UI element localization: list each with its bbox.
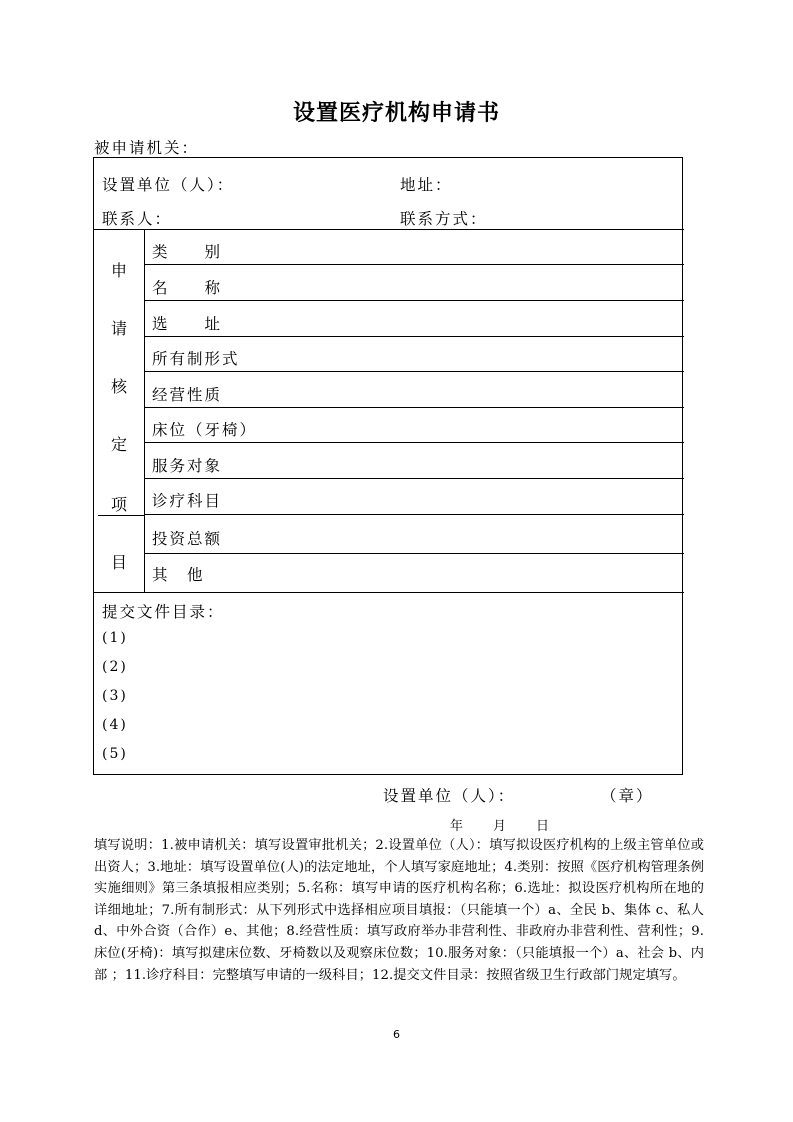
contact-method-label: 联系方式： xyxy=(400,210,488,228)
section-label-char: 目 xyxy=(110,553,127,572)
item-label-investment: 投资总额 xyxy=(152,530,223,548)
row-divider xyxy=(144,371,684,372)
seal-label: （章） xyxy=(601,787,654,805)
date-year: 年 xyxy=(450,819,464,834)
documents-label: 提交文件目录： xyxy=(102,603,225,621)
address-label: 地址： xyxy=(400,176,453,194)
item-label-departments: 诊疗科目 xyxy=(152,492,223,510)
filling-instructions: 填写说明：1.被申请机关：填写设置审批机关；2.设置单位（人）：填写拟设医疗机构的上级主管单位或出资人；3.地址：填写设置单位(人)的法定地址，个人填写家庭地址；4.类别：按照《医疗机构管理条例实施细则》第三条填报相应类别；5.名称：填写申请的医疗机构名称；6.选址：拟设医疗机构所在地的详细地址；7.所有制形式：从下列形式中选择相应项目填报：（只能填一个）a、全民 b、集体 c、私人 d、中外合资（合作）e、其他；8.经营性质：填写政府举办非营利性、非政府办非营利性、营利性；9.床位(牙椅)：填写拟建床位数、牙椅数以及观察床位数；10.服务对象：（只能填报一个）a、社会 b、内部 ；11.诊疗科目：完整填写申请的一级科目；12.提交文件目录：按照省级卫生行政部门规定填写。 xyxy=(94,838,704,983)
item-label-beds: 床位（牙椅） xyxy=(152,421,258,439)
row-divider xyxy=(144,300,684,301)
setup-unit-label: 设置单位（人）： xyxy=(102,176,235,194)
section-label-char: 核 xyxy=(110,377,127,396)
document-entry: (4) xyxy=(102,717,128,733)
date-day: 日 xyxy=(536,819,550,834)
row-divider xyxy=(144,514,684,515)
row-divider xyxy=(144,407,684,408)
row-divider xyxy=(144,553,684,554)
section-label-char: 项 xyxy=(110,495,127,514)
row-divider xyxy=(144,478,684,479)
signature-unit-label: 设置单位（人）： xyxy=(383,787,516,805)
row-divider xyxy=(144,442,684,443)
document-entry: (3) xyxy=(102,688,128,704)
section-label-char: 定 xyxy=(110,435,127,454)
page-title: 设置医疗机构申请书 xyxy=(292,101,500,126)
row-divider xyxy=(144,264,684,265)
label-column-tick xyxy=(98,515,144,516)
item-label-business-nature: 经营性质 xyxy=(152,386,223,404)
item-label-site: 选 址 xyxy=(152,315,223,333)
item-label-other: 其 他 xyxy=(152,566,205,584)
item-label-service-target: 服务对象 xyxy=(152,457,223,475)
section-divider xyxy=(94,592,684,593)
item-label-ownership: 所有制形式 xyxy=(152,350,240,368)
section-label-char: 请 xyxy=(110,319,127,338)
document-entry: (1) xyxy=(102,630,128,646)
page-number: 6 xyxy=(393,1028,400,1041)
application-form xyxy=(93,157,683,775)
label-column-divider xyxy=(144,229,145,592)
header-divider xyxy=(94,229,684,230)
section-label-char: 申 xyxy=(110,261,127,280)
contact-person-label: 联系人： xyxy=(102,210,173,228)
row-divider xyxy=(144,336,684,337)
document-entry: (2) xyxy=(102,659,128,675)
date-month: 月 xyxy=(493,819,507,834)
item-label-category: 类 别 xyxy=(152,243,223,261)
recipient-label: 被申请机关： xyxy=(94,139,200,157)
document-entry: (5) xyxy=(102,746,128,762)
item-label-name: 名 称 xyxy=(152,279,223,297)
